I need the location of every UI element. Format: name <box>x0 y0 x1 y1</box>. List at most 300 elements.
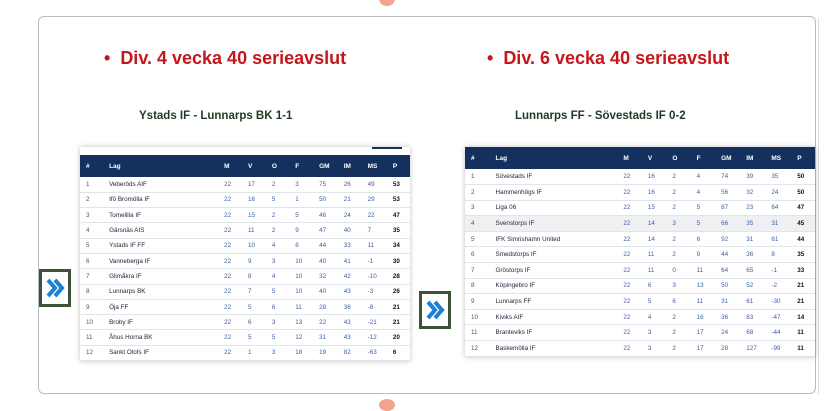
column-header[interactable]: GM <box>721 154 732 162</box>
stat-cell: 22 <box>617 216 642 232</box>
points-cell: 11 <box>791 341 815 357</box>
rank-cell: 5 <box>465 231 490 247</box>
team-name-cell: Hammenhögs IF <box>490 185 618 201</box>
team-name-cell: Branteviks IF <box>490 325 618 341</box>
points-cell: 6 <box>387 345 410 360</box>
stat-cell: 22 <box>218 269 242 284</box>
stat-cell: 40 <box>313 284 338 299</box>
stat-cell: 83 <box>740 309 765 325</box>
stat-cell: 8 <box>289 238 313 253</box>
stat-cell: -12 <box>362 330 387 345</box>
rank-cell: 3 <box>80 208 103 223</box>
stat-cell: -21 <box>362 315 387 330</box>
stat-cell: 50 <box>715 278 740 294</box>
stat-cell: 11 <box>242 223 266 238</box>
team-name-cell: Sankt Olofs IF <box>103 345 218 360</box>
table-row <box>465 309 815 325</box>
stat-cell: -1 <box>765 263 791 279</box>
double-chevron-right-icon <box>42 272 68 304</box>
stat-cell: 12 <box>289 330 313 345</box>
stat-cell: 8 <box>242 269 266 284</box>
team-name-cell: Lunnarps BK <box>103 284 218 299</box>
stat-cell: 22 <box>617 325 642 341</box>
stat-cell: 2 <box>666 200 690 216</box>
stat-cell: 10 <box>289 284 313 299</box>
stat-cell: 10 <box>289 269 313 284</box>
table-row <box>465 341 815 357</box>
stat-cell: 17 <box>691 341 716 357</box>
table-row <box>80 299 410 314</box>
stat-cell: 44 <box>715 247 740 263</box>
right-heading: • Div. 6 vecka 40 serieavslut <box>487 48 730 68</box>
stat-cell: 127 <box>740 341 765 357</box>
table-row <box>80 192 410 207</box>
stat-cell: 4 <box>266 269 289 284</box>
stat-cell: 1 <box>289 192 313 207</box>
decor-circle-bottom <box>379 399 395 411</box>
column-header[interactable]: IM <box>343 162 351 170</box>
points-cell: 47 <box>387 208 410 223</box>
points-cell: 21 <box>791 294 815 310</box>
stat-cell: 46 <box>313 208 338 223</box>
stat-cell: 22 <box>617 294 642 310</box>
rank-cell: 9 <box>80 299 103 314</box>
rank-cell: 9 <box>465 294 490 310</box>
stat-cell: 4 <box>691 185 716 201</box>
stat-cell: 28 <box>313 299 338 314</box>
stat-cell: 2 <box>666 247 690 263</box>
left-match-result: Ystads IF - Lunnarps BK 1-1 <box>139 110 293 122</box>
stat-cell: 22 <box>218 177 242 192</box>
table-row <box>80 269 410 284</box>
stat-cell: 2 <box>666 341 690 357</box>
stat-cell: 24 <box>765 185 791 201</box>
stat-cell: 22 <box>617 247 642 263</box>
stat-cell: 5 <box>289 208 313 223</box>
stat-cell: 11 <box>691 294 716 310</box>
stat-cell: 17 <box>691 325 716 341</box>
stat-cell: 15 <box>642 200 667 216</box>
stat-cell: -44 <box>765 325 791 341</box>
stat-cell: 22 <box>313 315 338 330</box>
stat-cell: 17 <box>242 177 266 192</box>
stat-cell: 43 <box>338 315 362 330</box>
points-cell: 21 <box>387 315 410 330</box>
stat-cell: 22 <box>617 309 642 325</box>
table-row <box>465 231 815 247</box>
stat-cell: 61 <box>740 294 765 310</box>
team-name-cell: Ystads IF FF <box>103 238 218 253</box>
column-header[interactable]: V <box>647 154 653 162</box>
table-row <box>465 278 815 294</box>
divider-line <box>818 18 819 394</box>
column-header[interactable]: M <box>623 154 629 162</box>
team-name-cell: Baskemölla IF <box>490 341 618 357</box>
team-name-cell: Glimåkra IF <box>103 269 218 284</box>
stat-cell: 32 <box>313 269 338 284</box>
rank-cell: 2 <box>465 185 490 201</box>
stat-cell: 22 <box>617 231 642 247</box>
stat-cell: 6 <box>642 278 667 294</box>
stat-cell: 68 <box>740 325 765 341</box>
stat-cell: 15 <box>242 208 266 223</box>
stat-cell: 3 <box>266 345 289 360</box>
stat-cell: 2 <box>266 208 289 223</box>
stat-cell: 3 <box>289 177 313 192</box>
team-name-cell: Lunnarps FF <box>490 294 618 310</box>
stat-cell: 28 <box>715 341 740 357</box>
stat-cell: 1 <box>242 345 266 360</box>
points-cell: 11 <box>791 325 815 341</box>
team-name-cell: Åhus Horna BK <box>103 330 218 345</box>
points-cell: 14 <box>791 309 815 325</box>
stat-cell: -99 <box>765 341 791 357</box>
stat-cell: -10 <box>362 269 387 284</box>
rank-cell: 12 <box>465 341 490 357</box>
stat-cell: 7 <box>242 284 266 299</box>
table-row <box>80 223 410 238</box>
stat-cell: 4 <box>642 309 667 325</box>
table-row <box>465 294 815 310</box>
rank-cell: 10 <box>465 309 490 325</box>
stat-cell: 22 <box>617 263 642 279</box>
stat-cell: 3 <box>642 325 667 341</box>
stat-cell: -1 <box>362 253 387 268</box>
stat-cell: 2 <box>666 185 690 201</box>
team-name-cell: Ifö Bromölla IF <box>103 192 218 207</box>
rank-cell: 6 <box>80 253 103 268</box>
column-header[interactable]: # <box>471 154 475 162</box>
stat-cell: -63 <box>362 345 387 360</box>
stat-cell: 31 <box>765 216 791 232</box>
stat-cell: 9 <box>691 247 716 263</box>
points-cell: 35 <box>387 223 410 238</box>
right-next-arrow[interactable] <box>419 291 451 329</box>
stat-cell: 16 <box>242 192 266 207</box>
stat-cell: 26 <box>338 177 362 192</box>
points-cell: 33 <box>791 263 815 279</box>
stat-cell: 64 <box>765 200 791 216</box>
stat-cell: 8 <box>765 247 791 263</box>
rank-cell: 1 <box>80 177 103 192</box>
stat-cell: 5 <box>266 284 289 299</box>
stat-cell: 87 <box>715 200 740 216</box>
stat-cell: 36 <box>715 309 740 325</box>
stat-cell: 66 <box>715 216 740 232</box>
stat-cell: 19 <box>313 345 338 360</box>
stat-cell: 16 <box>642 169 667 185</box>
team-name-cell: Gröstorps IF <box>490 263 618 279</box>
double-chevron-right-icon <box>422 294 448 326</box>
rank-cell: 11 <box>80 330 103 345</box>
rank-cell: 4 <box>80 223 103 238</box>
rank-cell: 8 <box>80 284 103 299</box>
stat-cell: 9 <box>242 253 266 268</box>
table-row <box>465 200 815 216</box>
stat-cell: 40 <box>338 223 362 238</box>
stat-cell: 14 <box>642 216 667 232</box>
stat-cell: 5 <box>266 192 289 207</box>
points-cell: 50 <box>791 185 815 201</box>
column-header[interactable]: O <box>672 154 678 162</box>
stat-cell: -3 <box>362 284 387 299</box>
right-league-table <box>465 147 815 357</box>
stat-cell: 22 <box>617 185 642 201</box>
stat-cell: 36 <box>740 247 765 263</box>
stat-cell: 43 <box>338 284 362 299</box>
stat-cell: 5 <box>642 294 667 310</box>
column-header[interactable]: MS <box>771 154 782 162</box>
stat-cell: 82 <box>338 345 362 360</box>
stat-cell: 22 <box>218 208 242 223</box>
table-row <box>80 330 410 345</box>
rank-cell: 6 <box>465 247 490 263</box>
stat-cell: 2 <box>266 223 289 238</box>
stat-cell: 16 <box>642 185 667 201</box>
stat-cell: 2 <box>666 231 690 247</box>
team-name-cell: Smedstorps IF <box>490 247 618 263</box>
table-row <box>80 238 410 253</box>
stat-cell: 11 <box>642 263 667 279</box>
stat-cell: 6 <box>266 299 289 314</box>
stat-cell: 39 <box>740 169 765 185</box>
stat-cell: 49 <box>362 177 387 192</box>
column-header[interactable]: GM <box>319 162 330 170</box>
points-cell: 30 <box>387 253 410 268</box>
stat-cell: 40 <box>313 253 338 268</box>
stat-cell: 13 <box>691 278 716 294</box>
stat-cell: 22 <box>362 208 387 223</box>
stat-cell: 31 <box>740 231 765 247</box>
stat-cell: 74 <box>715 169 740 185</box>
table-row <box>80 253 410 268</box>
stat-cell: 22 <box>218 299 242 314</box>
stat-cell: 31 <box>313 330 338 345</box>
rank-cell: 12 <box>80 345 103 360</box>
stat-cell: 6 <box>666 294 690 310</box>
stat-cell: 2 <box>666 325 690 341</box>
team-name-cell: Köpingebro IF <box>490 278 618 294</box>
team-name-cell: Svenstorps IF <box>490 216 618 232</box>
team-name-cell: Broby IF <box>103 315 218 330</box>
stat-cell: 22 <box>218 253 242 268</box>
stat-cell: 52 <box>740 278 765 294</box>
column-header[interactable]: V <box>247 162 253 170</box>
team-name-cell: Sövestads IF <box>490 169 618 185</box>
stat-cell: 16 <box>691 309 716 325</box>
team-name-cell: Kiviks AIF <box>490 309 618 325</box>
bullet-icon: • <box>487 48 494 68</box>
stat-cell: 36 <box>338 299 362 314</box>
points-cell: 21 <box>791 278 815 294</box>
rank-cell: 3 <box>465 200 490 216</box>
team-name-cell: Öja FF <box>103 299 218 314</box>
rank-cell: 10 <box>80 315 103 330</box>
stat-cell: 50 <box>313 192 338 207</box>
stat-cell: 65 <box>740 263 765 279</box>
stat-cell: 5 <box>266 330 289 345</box>
stat-cell: 5 <box>242 299 266 314</box>
rank-cell: 11 <box>465 325 490 341</box>
stat-cell: 21 <box>338 192 362 207</box>
stat-cell: 56 <box>715 185 740 201</box>
stat-cell: -47 <box>765 309 791 325</box>
stat-cell: 32 <box>740 185 765 201</box>
stat-cell: -8 <box>362 299 387 314</box>
stat-cell: 22 <box>218 284 242 299</box>
points-cell: 47 <box>791 200 815 216</box>
stat-cell: 22 <box>617 341 642 357</box>
points-cell: 28 <box>387 269 410 284</box>
stat-cell: 4 <box>691 169 716 185</box>
stat-cell: 0 <box>666 263 690 279</box>
column-header[interactable]: MS <box>367 162 378 170</box>
table-row <box>465 263 815 279</box>
rank-cell: 1 <box>465 169 490 185</box>
stat-cell: 35 <box>765 169 791 185</box>
stat-cell: 29 <box>362 192 387 207</box>
stat-cell: 75 <box>313 177 338 192</box>
table-tab-indicator <box>372 147 402 149</box>
stat-cell: 22 <box>218 223 242 238</box>
stat-cell: 43 <box>338 330 362 345</box>
points-cell: 44 <box>791 231 815 247</box>
table-row <box>465 169 815 185</box>
table-row <box>80 177 410 192</box>
team-name-cell: Veberöds AIF <box>103 177 218 192</box>
stat-cell: 64 <box>715 263 740 279</box>
points-cell: 21 <box>387 299 410 314</box>
stat-cell: 3 <box>666 278 690 294</box>
table-row <box>80 345 410 360</box>
stat-cell: 22 <box>218 192 242 207</box>
stat-cell: 11 <box>289 299 313 314</box>
decor-circle-top <box>379 0 395 6</box>
stat-cell: 5 <box>691 216 716 232</box>
table-row <box>465 185 815 201</box>
points-cell: 50 <box>791 169 815 185</box>
stat-cell: 22 <box>218 345 242 360</box>
points-cell: 53 <box>387 192 410 207</box>
column-header[interactable]: O <box>271 162 277 170</box>
team-name-cell: Vanneberga IF <box>103 253 218 268</box>
table-row <box>80 208 410 223</box>
team-name-cell: IFK Simrishamn United <box>490 231 618 247</box>
stat-cell: 3 <box>266 253 289 268</box>
content-card <box>38 16 816 394</box>
rank-cell: 8 <box>465 278 490 294</box>
stat-cell: 42 <box>338 269 362 284</box>
stat-cell: 41 <box>338 253 362 268</box>
stat-cell: -30 <box>765 294 791 310</box>
points-cell: 26 <box>387 284 410 299</box>
stat-cell: 31 <box>715 294 740 310</box>
points-cell: 35 <box>791 247 815 263</box>
stat-cell: 10 <box>289 253 313 268</box>
table-row <box>465 325 815 341</box>
column-header[interactable]: M <box>224 162 230 170</box>
stat-cell: 22 <box>218 330 242 345</box>
stat-cell: 4 <box>266 238 289 253</box>
column-header[interactable]: Lag <box>109 162 121 170</box>
stat-cell: 47 <box>313 223 338 238</box>
team-name-cell: Gärsnäs AIS <box>103 223 218 238</box>
stat-cell: 92 <box>715 231 740 247</box>
stat-cell: 2 <box>666 309 690 325</box>
points-cell: 34 <box>387 238 410 253</box>
stat-cell: 3 <box>642 341 667 357</box>
left-league-table <box>80 147 410 361</box>
stat-cell: 24 <box>715 325 740 341</box>
column-header[interactable]: IM <box>746 154 754 162</box>
points-cell: 20 <box>387 330 410 345</box>
column-header[interactable]: P <box>392 162 398 170</box>
table-row <box>80 284 410 299</box>
stat-cell: 23 <box>740 200 765 216</box>
stat-cell: 33 <box>338 238 362 253</box>
stat-cell: 6 <box>691 231 716 247</box>
stat-cell: 11 <box>362 238 387 253</box>
column-header[interactable]: Lag <box>495 154 508 162</box>
stat-cell: 11 <box>642 247 667 263</box>
right-match-result: Lunnarps FF - Sövestads IF 0-2 <box>515 110 686 122</box>
stat-cell: 7 <box>362 223 387 238</box>
table-row <box>465 247 815 263</box>
stat-cell: 61 <box>765 231 791 247</box>
left-heading: • Div. 4 vecka 40 serieavslut <box>104 48 347 68</box>
stat-cell: 14 <box>642 231 667 247</box>
stat-cell: 13 <box>289 315 313 330</box>
stat-cell: 9 <box>289 223 313 238</box>
rank-cell: 7 <box>465 263 490 279</box>
stat-cell: -2 <box>765 278 791 294</box>
points-cell: 53 <box>387 177 410 192</box>
rank-cell: 5 <box>80 238 103 253</box>
column-header[interactable]: P <box>797 154 802 162</box>
stat-cell: 22 <box>218 238 242 253</box>
stat-cell: 22 <box>617 278 642 294</box>
rank-cell: 7 <box>80 269 103 284</box>
stat-cell: 22 <box>617 169 642 185</box>
column-header[interactable]: F <box>295 162 300 170</box>
stat-cell: 3 <box>266 315 289 330</box>
stat-cell: 3 <box>666 216 690 232</box>
table-row <box>465 216 815 232</box>
stat-cell: 18 <box>289 345 313 360</box>
stat-cell: 24 <box>338 208 362 223</box>
table-row <box>80 315 410 330</box>
points-cell: 45 <box>791 216 815 232</box>
rank-cell: 4 <box>465 216 490 232</box>
stat-cell: 35 <box>740 216 765 232</box>
column-header[interactable]: # <box>86 162 90 170</box>
stat-cell: 10 <box>242 238 266 253</box>
stat-cell: 6 <box>242 315 266 330</box>
team-name-cell: Liga 06 <box>490 200 618 216</box>
stat-cell: 11 <box>691 263 716 279</box>
stat-cell: 2 <box>266 177 289 192</box>
team-name-cell: Tomelilla IF <box>103 208 218 223</box>
bullet-icon: • <box>104 48 111 68</box>
stat-cell: 22 <box>617 200 642 216</box>
rank-cell: 2 <box>80 192 103 207</box>
column-header[interactable]: F <box>696 154 701 162</box>
stat-cell: 22 <box>218 315 242 330</box>
left-next-arrow[interactable] <box>39 269 71 307</box>
stat-cell: 2 <box>666 169 690 185</box>
stat-cell: 5 <box>242 330 266 345</box>
stat-cell: 5 <box>691 200 716 216</box>
